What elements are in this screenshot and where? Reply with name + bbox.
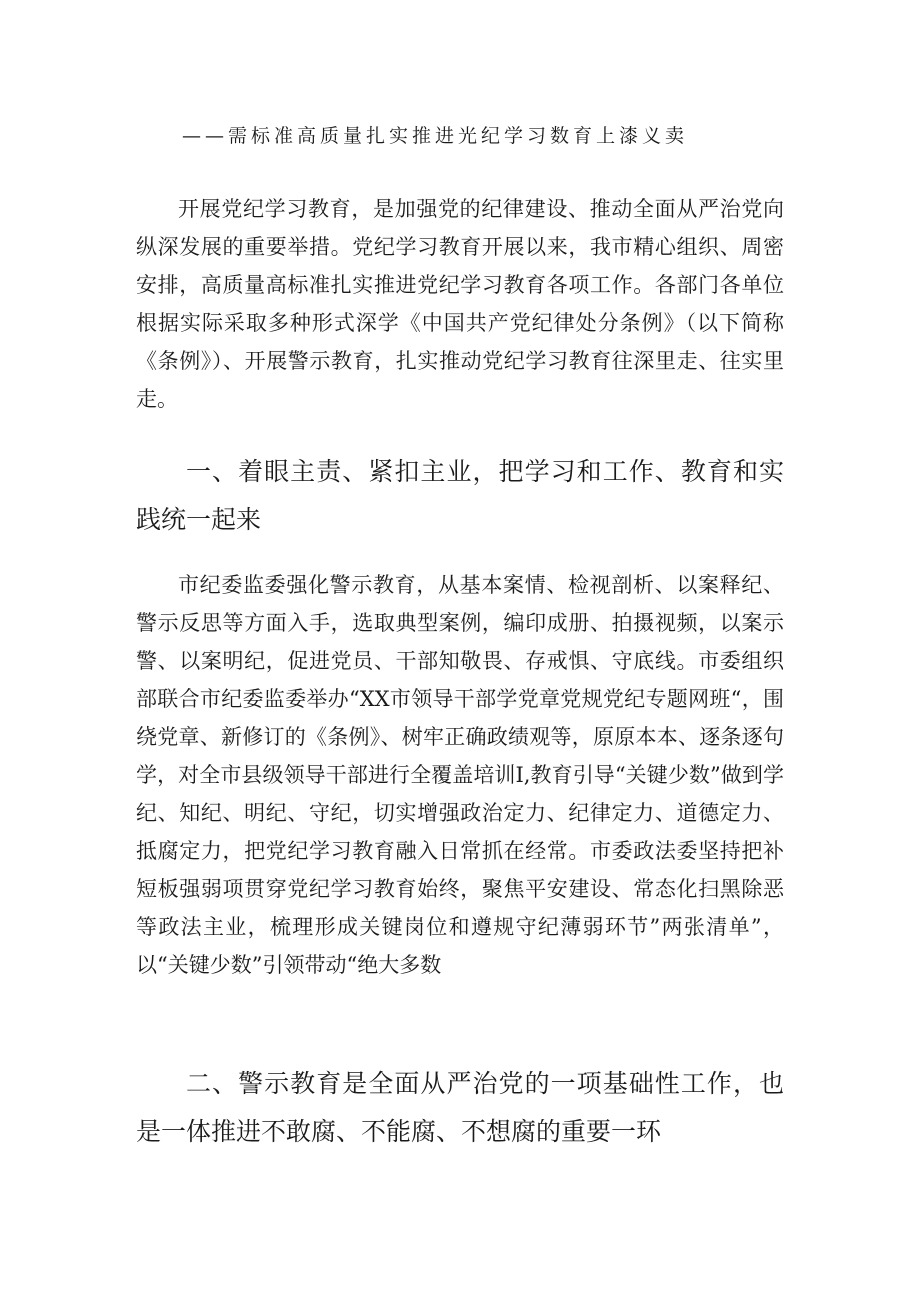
document-subtitle: ——需标准高质量扎实推进光纪学习数育上漆义卖 [182,125,689,147]
section-two-heading: 二、警示教育是全面从严治党的一项基础性工作，也是一体推进不敢腐、不能腐、不想腐的重要一环 [136,1069,784,1146]
section-one-heading: 一、着眼主责、紧扣主业，把学习和工作、教育和实践统一起来 [136,457,784,534]
section-one-paragraph: 市纪委监委强化警示教育，从基本案情、检视剖析、以案释纪、警示反思等方面入手，选取典型案例，编印成册、拍摄视频，以案示警、以案明纪，促进党员、干部知敬畏、存戒惧、守底线。市委组织部联合市纪委监委举办“XX市领导干部学党章党规党纪专题网班“，围绕党章、新修订的《条例》、树牢正确政绩观等，原原本本、逐条逐句学，对全市县级领导干部进行全覆盖培训I,教育引导“关键少数”做到学纪、知纪、明纪、守纪，切实增强政治定力、纪律定力、道德定力、抵腐定力，把党纪学习教育融入日常抓在经常。市委政法委坚持把补短板强弱项贯穿党纪学习教育始终，聚焦平安建设、常态化扫黑除恶等政法主业，梳理形成关键岗位和遵规守纪薄弱环节”两张清单”，以“关键少数”引领带动“绝大多数 [136,573,784,977]
intro-paragraph: 开展党纪学习教育，是加强党的纪律建设、推动全面从严治党向纵深发展的重要举措。党纪学习教育开展以来，我市精心组织、周密安排，高质量高标准扎实推进党纪学习教育各项工作。各部门各单位根据实际采取多种形式深学《中国共产党纪律处分条例》（以下简称《条例》）、开展警示教育，扎实推动党纪学习教育往深里走、往实里走。 [136,197,784,411]
